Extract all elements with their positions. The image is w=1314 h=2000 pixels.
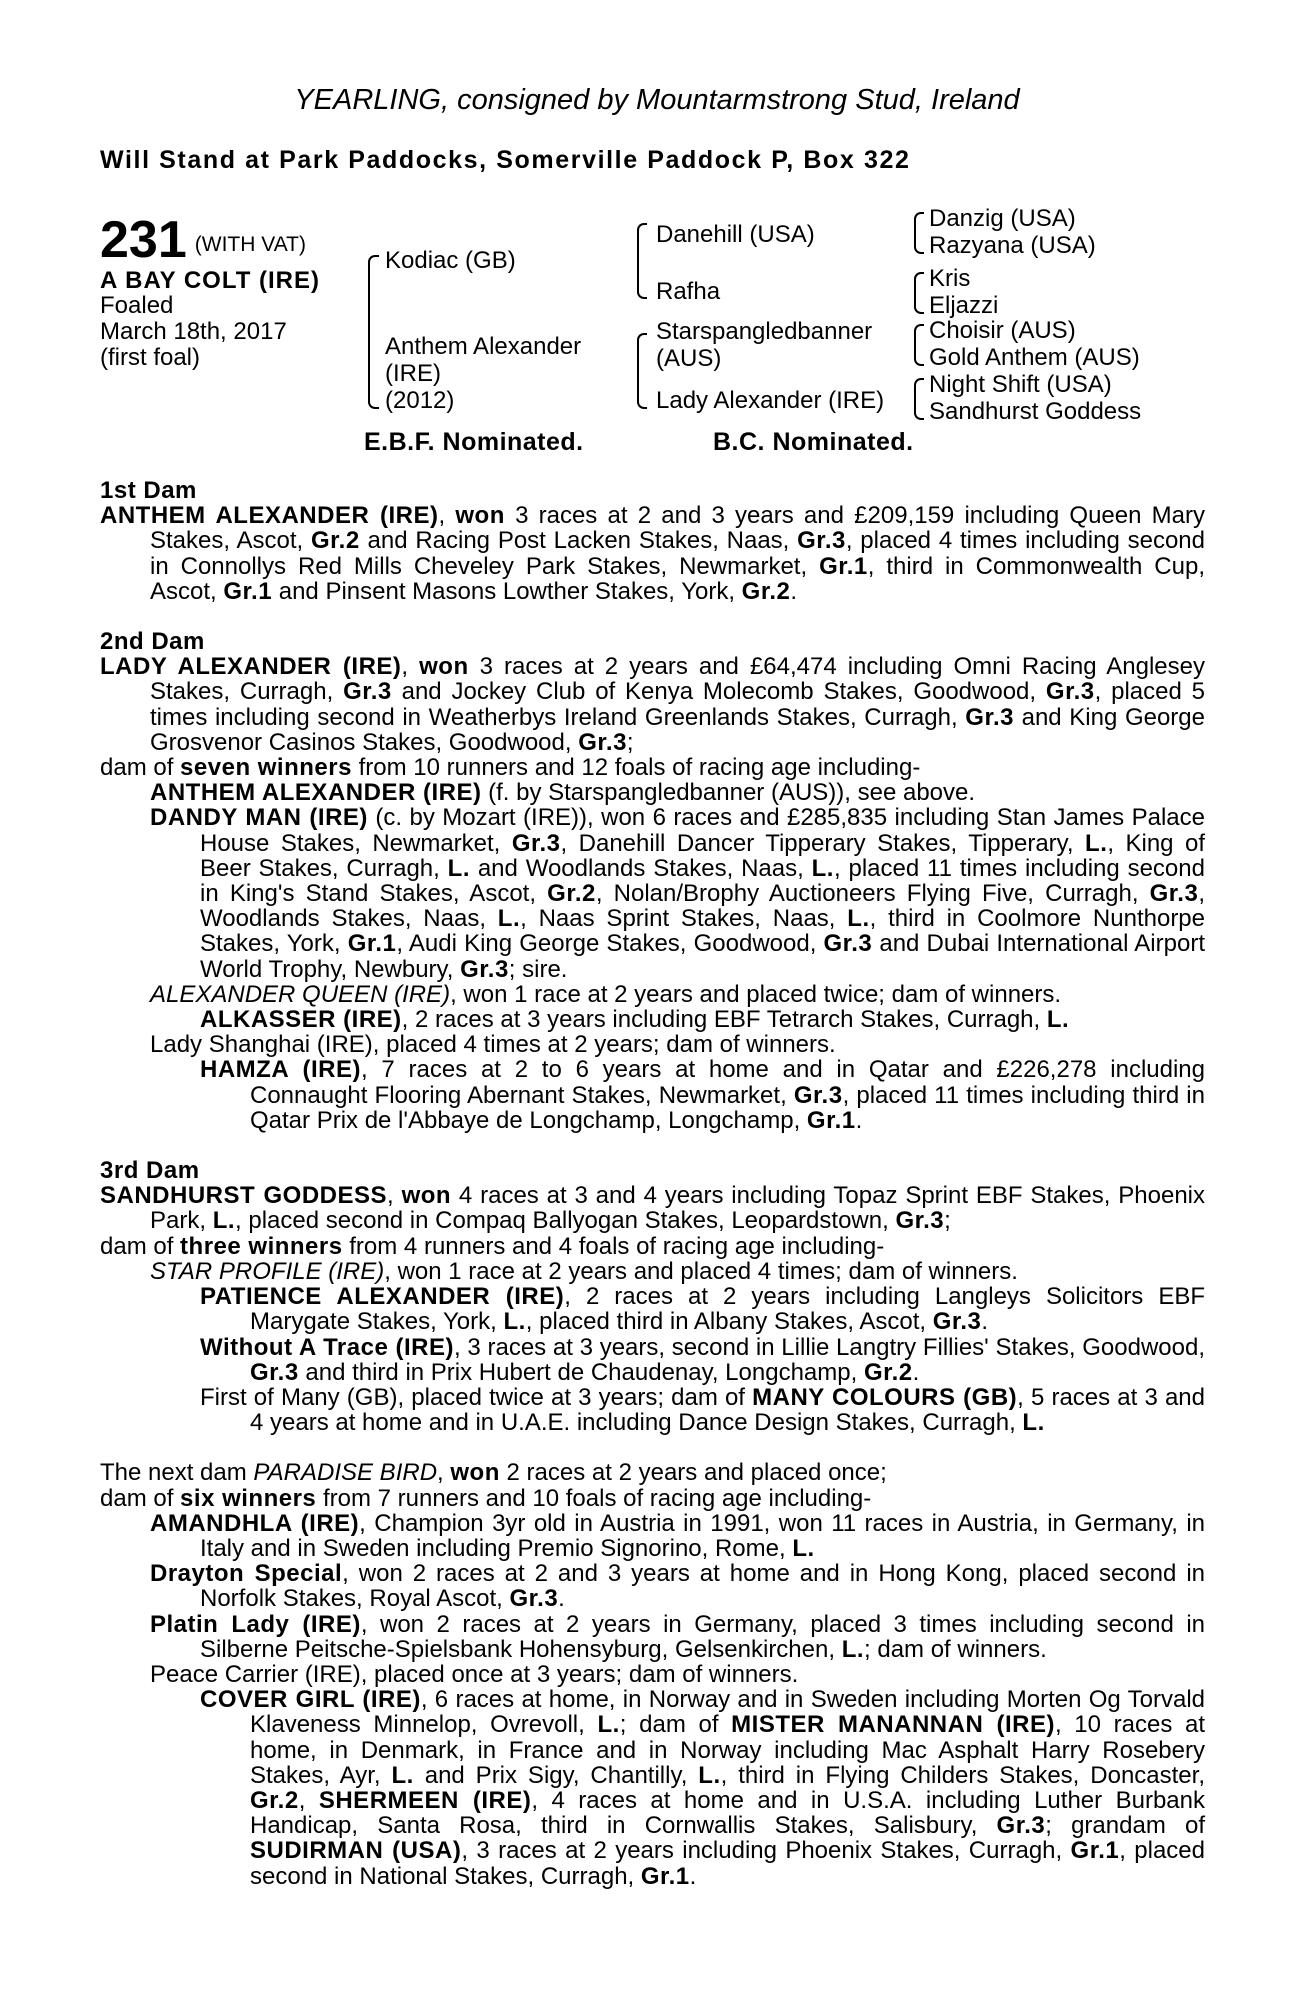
pedigree-brace xyxy=(914,324,924,366)
produce-entry: ALKASSER (IRE), 2 races at 3 years including EBF Tetrarch Stakes, Curragh, L. xyxy=(200,1006,1070,1034)
ss-dam: Razyana (USA) xyxy=(929,232,1096,259)
produce-entry: ALEXANDER QUEEN (IRE), won 1 race at 2 years and placed twice; dam of winners. xyxy=(150,980,1062,1008)
produce-entry: Platin Lady (IRE), won 2 races at 2 years in Germany, placed 3 times including second in Silberne Peitsche-Spielsbank Hohensyburg, Gelsenkirchen, L.; dam of winners. xyxy=(150,1610,1206,1663)
next-dam-produce-intro: dam of six winners from 7 runners and 10 foals of racing age including- xyxy=(100,1484,872,1512)
sire-name: Kodiac (GB) xyxy=(385,247,516,274)
pedigree-brace xyxy=(914,212,924,254)
produce-entry: First of Many (GB), placed twice at 3 years; dam of MANY COLOURS (GB), 5 races at 3 and 4 years at home and in U.A.E. including Dance Design Stakes, Curragh, L. xyxy=(200,1383,1206,1437)
pedigree-brace xyxy=(368,255,379,409)
lot-name: A BAY COLT (IRE) xyxy=(100,267,321,294)
second-dam-paragraph: LADY ALEXANDER (IRE), won 3 races at 2 years and £64,474 including Omni Racing Anglesey Stakes, Curragh, Gr.3 and Jockey Club of Kenya Molecomb Stakes, Goodwood, Gr.3, placed 5 times including second in Weatherbys Ireland Greenlands Stakes, Curragh, Gr.3 and King George Grosvenor Casinos Stakes, Goodwood, Gr.3; xyxy=(100,653,1206,756)
ebf-nomination: E.B.F. Nominated. xyxy=(364,428,584,456)
dam-dam: Lady Alexander (IRE) xyxy=(656,387,885,414)
third-dam-produce-intro: dam of three winners from 4 runners and 4 foals of racing age including- xyxy=(100,1232,885,1260)
produce-entry: COVER GIRL (IRE), 6 races at home, in Norway and in Sweden including Morten Og Torvald Klaveness Minnelop, Ovrevoll, L.; dam of MISTER MANANNAN (IRE), 10 races at home, in Denmark, in France and in Norway including Mac Asphalt Harry Rosebery Stakes, Ayr, L. and Prix Sigy, Chantilly, L., third in Flying Childers Stakes, Doncaster, Gr.2, SHERMEEN (IRE), 4 races at home and in U.S.A. including Luther Burbank Handicap, Santa Rosa, third in Cornwallis Stakes, Salisbury, Gr.3; grandam of SUDIRMAN (USA), 3 races at 2 years including Phoenix Stakes, Curragh, Gr.1, placed second in National Stakes, Curragh, Gr.1. xyxy=(200,1686,1206,1890)
second-dam-title: 2nd Dam xyxy=(100,628,205,656)
third-dam-paragraph: SANDHURST GODDESS, won 4 races at 3 and 4 years including Topaz Sprint EBF Stakes, Phoenix Park, L., placed second in Compaq Ballyogan Stakes, Leopardstown, Gr.3; xyxy=(100,1182,1205,1235)
dam-sire-line2: (AUS) xyxy=(656,345,722,372)
dd-dam: Sandhurst Goddess xyxy=(929,398,1142,425)
second-dam-produce-intro: dam of seven winners from 10 runners and 12 foals of racing age including- xyxy=(100,754,921,782)
lot-number: 231 xyxy=(100,211,187,269)
first-foal-note: (first foal) xyxy=(100,344,201,371)
consignment-header: YEARLING, consigned by Mountarmstrong Stud, Ireland xyxy=(294,84,1020,116)
produce-entry: DANDY MAN (IRE) (c. by Mozart (IRE)), won 6 races and £285,835 including Stan James Palace House Stakes, Newmarket, Gr.3, Danehill Dancer Tipperary Stakes, Tipperary, L., King of Beer Stakes, Curragh, L. and Woodlands Stakes, Naas, L., placed 11 times including second in King's Stand Stakes, Ascot, Gr.2, Nolan/Brophy Auctioneers Flying Five, Curragh, Gr.3, Woodlands Stakes, Naas, L., Naas Sprint Stakes, Naas, L., third in Coolmore Nunthorpe Stakes, York, Gr.1, Audi King George Stakes, Goodwood, Gr.3 and Dubai International Airport World Trophy, Newbury, Gr.3; sire. xyxy=(150,804,1206,983)
produce-entry: PATIENCE ALEXANDER (IRE), 2 races at 2 years including Langleys Solicitors EBF Marygate Stakes, York, L., placed third in Albany Stakes, Ascot, Gr.3. xyxy=(200,1283,1205,1336)
dam-sire-line1: Starspangledbanner xyxy=(656,318,873,345)
produce-entry: ANTHEM ALEXANDER (IRE) (f. by Starspangledbanner (AUS)), see above. xyxy=(150,779,976,807)
produce-entry: AMANDHLA (IRE), Champion 3yr old in Austria in 1991, won 11 races in Austria, in Germany, in Italy and in Sweden including Premio Signorino, Rome, L. xyxy=(150,1509,1205,1562)
foaled-date: March 18th, 2017 xyxy=(100,318,287,345)
produce-entry: Without A Trace (IRE), 3 races at 3 years, second in Lillie Langtry Fillies' Stakes, Goodwood, Gr.3 and third in Prix Hubert de Chaudenay, Longchamp, Gr.2. xyxy=(200,1333,1205,1386)
sire-dam: Rafha xyxy=(656,278,721,305)
vat-label: (WITH VAT) xyxy=(194,233,306,256)
lot-number-block xyxy=(100,210,306,270)
sd-sire: Kris xyxy=(929,265,971,292)
ds-sire: Choisir (AUS) xyxy=(929,317,1076,344)
sd-dam: Eljazzi xyxy=(929,292,999,319)
first-dam-paragraph: ANTHEM ALEXANDER (IRE), won 3 races at 2 and 3 years and £209,159 including Queen Mary Stakes, Ascot, Gr.2 and Racing Post Lacken Stakes, Naas, Gr.3, placed 4 times including second in Connollys Red Mills Cheveley Park Stakes, Newmarket, Gr.1, third in Commonwealth Cup, Ascot, Gr.1 and Pinsent Masons Lowther Stakes, York, Gr.2. xyxy=(100,502,1206,605)
first-dam-title: 1st Dam xyxy=(100,477,197,504)
third-dam-title: 3rd Dam xyxy=(100,1157,200,1185)
produce-entry: STAR PROFILE (IRE), won 1 race at 2 years and placed 4 times; dam of winners. xyxy=(150,1257,1018,1285)
pedigree-brace xyxy=(914,378,924,420)
produce-entry: HAMZA (IRE), 7 races at 2 to 6 years at home and in Qatar and £226,278 including Connaught Flooring Abernant Stakes, Newmarket, Gr.3, placed 11 times including third in Qatar Prix de l'Abbaye de Longchamp, Longchamp, Gr.1. xyxy=(200,1056,1205,1134)
dam-name-line1: Anthem Alexander xyxy=(385,333,582,360)
ds-dam: Gold Anthem (AUS) xyxy=(929,344,1140,371)
dam-year: (2012) xyxy=(385,387,455,414)
pedigree-brace xyxy=(637,333,647,409)
foaled-label: Foaled xyxy=(100,292,174,319)
pedigree-brace xyxy=(637,223,647,299)
produce-entry: Drayton Special, won 2 races at 2 and 3 years at home and in Hong Kong, placed second in Norfolk Stakes, Royal Ascot, Gr.3. xyxy=(150,1560,1205,1613)
stand-location: Will Stand at Park Paddocks, Somerville Paddock P, Box 322 xyxy=(100,146,911,174)
produce-entry: Peace Carrier (IRE), placed once at 3 years; dam of winners. xyxy=(150,1660,799,1688)
next-dam-paragraph: The next dam PARADISE BIRD, won 2 races at 2 years and placed once; xyxy=(100,1459,887,1487)
ss-sire: Danzig (USA) xyxy=(929,205,1076,232)
dd-sire: Night Shift (USA) xyxy=(929,371,1112,398)
sire-sire: Danehill (USA) xyxy=(656,221,815,248)
pedigree-brace xyxy=(914,272,924,314)
produce-entry: Lady Shanghai (IRE), placed 4 times at 2 years; dam of winners. xyxy=(150,1031,836,1059)
dam-name-line2: (IRE) xyxy=(385,360,441,387)
pedigree-notes xyxy=(100,478,1205,1889)
bc-nomination: B.C. Nominated. xyxy=(713,428,914,456)
